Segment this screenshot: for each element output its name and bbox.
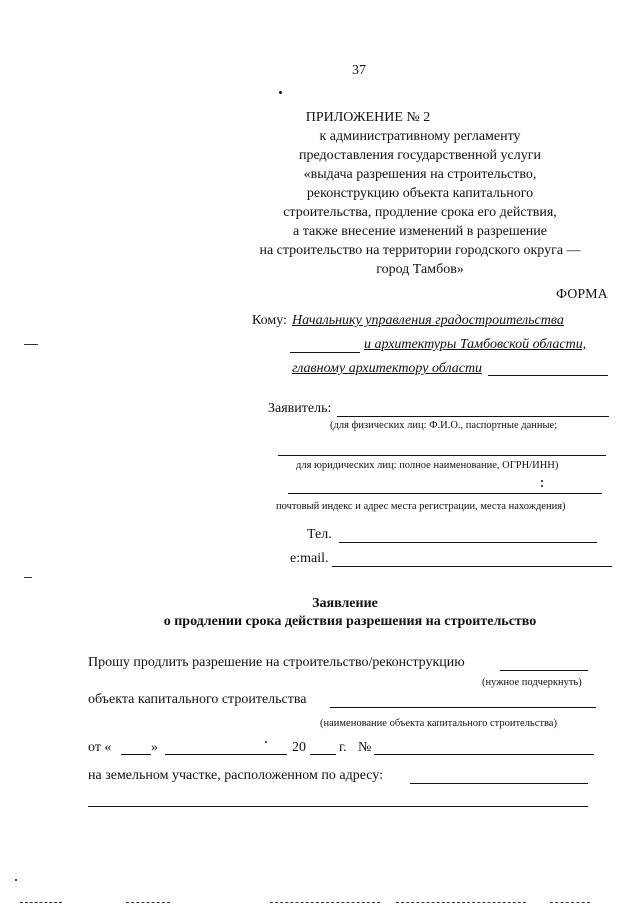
appendix-line: строительства, продление срока его действия, bbox=[283, 205, 557, 220]
phone-field[interactable] bbox=[339, 542, 597, 543]
email-label: e:mail. bbox=[290, 551, 329, 566]
scan-edge-mark bbox=[20, 902, 62, 903]
appendix-line: «выдача разрешения на строительство, bbox=[303, 167, 537, 182]
form-label: ФОРМА bbox=[556, 287, 608, 302]
addressee-line-2: и архитектуры Тамбовской области, bbox=[364, 337, 587, 352]
applicant-label: Заявитель: bbox=[268, 401, 332, 416]
date-month-field[interactable] bbox=[165, 754, 287, 755]
phone-label: Тел. bbox=[307, 527, 332, 542]
statement-title: Заявление bbox=[312, 596, 378, 611]
scan-edge-mark bbox=[270, 902, 380, 903]
body-line-1: Прошу продлить разрешение на строительство/реконструкцию bbox=[88, 655, 465, 670]
body-line-2: объекта капитального строительства bbox=[88, 692, 307, 707]
construction-type-field[interactable] bbox=[500, 670, 588, 671]
speck-mark bbox=[15, 879, 17, 881]
address-field-continued[interactable] bbox=[88, 806, 588, 807]
margin-mark bbox=[24, 577, 32, 578]
speck-mark bbox=[541, 480, 543, 482]
date-day-field[interactable] bbox=[121, 754, 151, 755]
addressee-line-1: Начальнику управления градостроительства bbox=[292, 313, 564, 328]
date-year-field[interactable] bbox=[310, 754, 336, 755]
appendix-line: а также внесение изменений в разрешение bbox=[292, 224, 548, 239]
applicant-hint-1: (для физических лиц: Ф.И.О., паспортные данные; bbox=[330, 420, 558, 431]
scan-edge-mark bbox=[396, 902, 526, 903]
body-line-4: на земельном участке, расположенном по адресу: bbox=[88, 768, 384, 783]
object-name-field[interactable] bbox=[330, 707, 596, 708]
speck-mark bbox=[541, 485, 543, 487]
page-number: 37 bbox=[352, 63, 366, 78]
margin-mark bbox=[24, 344, 38, 345]
scan-edge-mark bbox=[126, 902, 170, 903]
applicant-field[interactable] bbox=[337, 416, 609, 417]
underline bbox=[488, 375, 608, 376]
appendix-line: к административному регламенту bbox=[319, 129, 521, 144]
speck-mark bbox=[265, 741, 267, 743]
scan-edge-mark bbox=[550, 902, 590, 903]
body-hint-1: (нужное подчеркнуть) bbox=[482, 677, 582, 688]
appendix-line: предоставления государственной услуги bbox=[299, 148, 541, 163]
appendix-line: город Тамбов» bbox=[376, 262, 464, 277]
applicant-field[interactable] bbox=[278, 455, 606, 456]
applicant-hint-2: для юридических лиц: полное наименование, ОГРН/ИНН) bbox=[296, 460, 559, 471]
year-suffix: г. bbox=[339, 740, 347, 755]
permit-number-field[interactable] bbox=[374, 754, 594, 755]
appendix-title: ПРИЛОЖЕНИЕ № 2 bbox=[305, 110, 431, 125]
appendix-line: реконструкцию объекта капитального bbox=[306, 186, 534, 201]
number-sign: № bbox=[358, 740, 372, 755]
statement-subtitle: о продлении срока действия разрешения на строительство bbox=[163, 614, 537, 629]
body-hint-2: (наименование объекта капитального строительства) bbox=[320, 718, 557, 729]
addressee-label: Кому: bbox=[252, 313, 287, 328]
applicant-hint-3: почтовый индекс и адрес места регистрации, места нахождения) bbox=[276, 501, 566, 512]
appendix-line: на строительство на территории городского округа — bbox=[259, 243, 581, 258]
date-close-quote: » bbox=[151, 740, 158, 755]
applicant-field[interactable] bbox=[288, 493, 602, 494]
date-from-label: от « bbox=[88, 740, 112, 755]
speck-mark bbox=[279, 91, 282, 94]
address-field[interactable] bbox=[410, 783, 588, 784]
addressee-line-3: главному архитектору области bbox=[292, 361, 483, 376]
email-field[interactable] bbox=[332, 566, 612, 567]
year-prefix: 20 bbox=[292, 740, 306, 755]
underline bbox=[290, 352, 360, 353]
